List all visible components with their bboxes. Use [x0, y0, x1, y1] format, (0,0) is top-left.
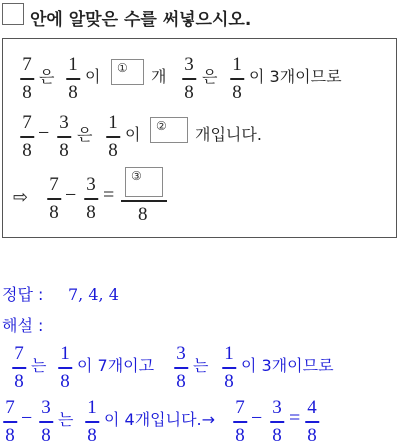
text: 은: [77, 125, 93, 144]
fraction: 7 8: [14, 343, 24, 392]
fraction: 3 8: [272, 397, 282, 446]
fraction: 1 8: [224, 343, 234, 392]
answer-box-icon: [2, 3, 24, 25]
text: 이 3개이므로: [241, 356, 334, 375]
equals-sign: =: [103, 184, 115, 206]
text: 이 4개입니다.→: [104, 410, 216, 429]
fraction: 7 8: [235, 397, 245, 446]
answer-label: 정답 :: [2, 285, 44, 304]
denominator: 8: [138, 204, 148, 225]
text: 개입니다.: [195, 125, 262, 144]
fraction: 3 8: [184, 54, 194, 103]
explanation-label: 해설 :: [2, 316, 44, 335]
minus-sign: −: [65, 184, 77, 206]
fraction: 3 8: [176, 343, 186, 392]
text: 개: [151, 67, 167, 86]
fraction: 1 8: [108, 112, 118, 161]
minus-sign: −: [38, 122, 50, 144]
fraction-bar: [121, 200, 167, 202]
fraction: 7 8: [22, 112, 32, 161]
blank-3-input[interactable]: ③: [125, 167, 163, 197]
fraction: 3 8: [59, 112, 69, 161]
fraction: 7 8: [49, 174, 59, 223]
arrow-icon: ⇨: [13, 187, 29, 208]
fraction: 3 8: [41, 397, 51, 446]
fraction: 4 8: [307, 397, 317, 446]
text: 는: [58, 410, 74, 429]
text: 는: [31, 356, 47, 375]
blank-2-input[interactable]: ②: [150, 117, 188, 143]
fraction: 7 8: [22, 54, 32, 103]
instruction-text: 안에 알맞은 수를 써넣으시오.: [30, 10, 252, 30]
text: 이 7개이고: [77, 356, 155, 375]
text: 이: [85, 67, 101, 86]
text: 이 3개이므로: [249, 67, 342, 86]
answer-value: 7, 4, 4: [68, 285, 119, 304]
text: 은: [39, 67, 55, 86]
fraction: 1 8: [232, 54, 242, 103]
problem-box: [2, 38, 397, 238]
text: 이: [125, 125, 141, 144]
fraction: 7 8: [5, 397, 15, 446]
minus-sign: −: [21, 407, 33, 429]
minus-sign: −: [251, 407, 263, 429]
fraction: 1 8: [60, 343, 70, 392]
fraction: 1 8: [87, 397, 97, 446]
fraction: 3 8: [86, 174, 96, 223]
fraction: 1 8: [68, 54, 78, 103]
blank-1-input[interactable]: ①: [111, 59, 144, 85]
text: 은: [202, 67, 218, 86]
text: 는: [193, 356, 209, 375]
equals-sign: =: [289, 407, 301, 429]
